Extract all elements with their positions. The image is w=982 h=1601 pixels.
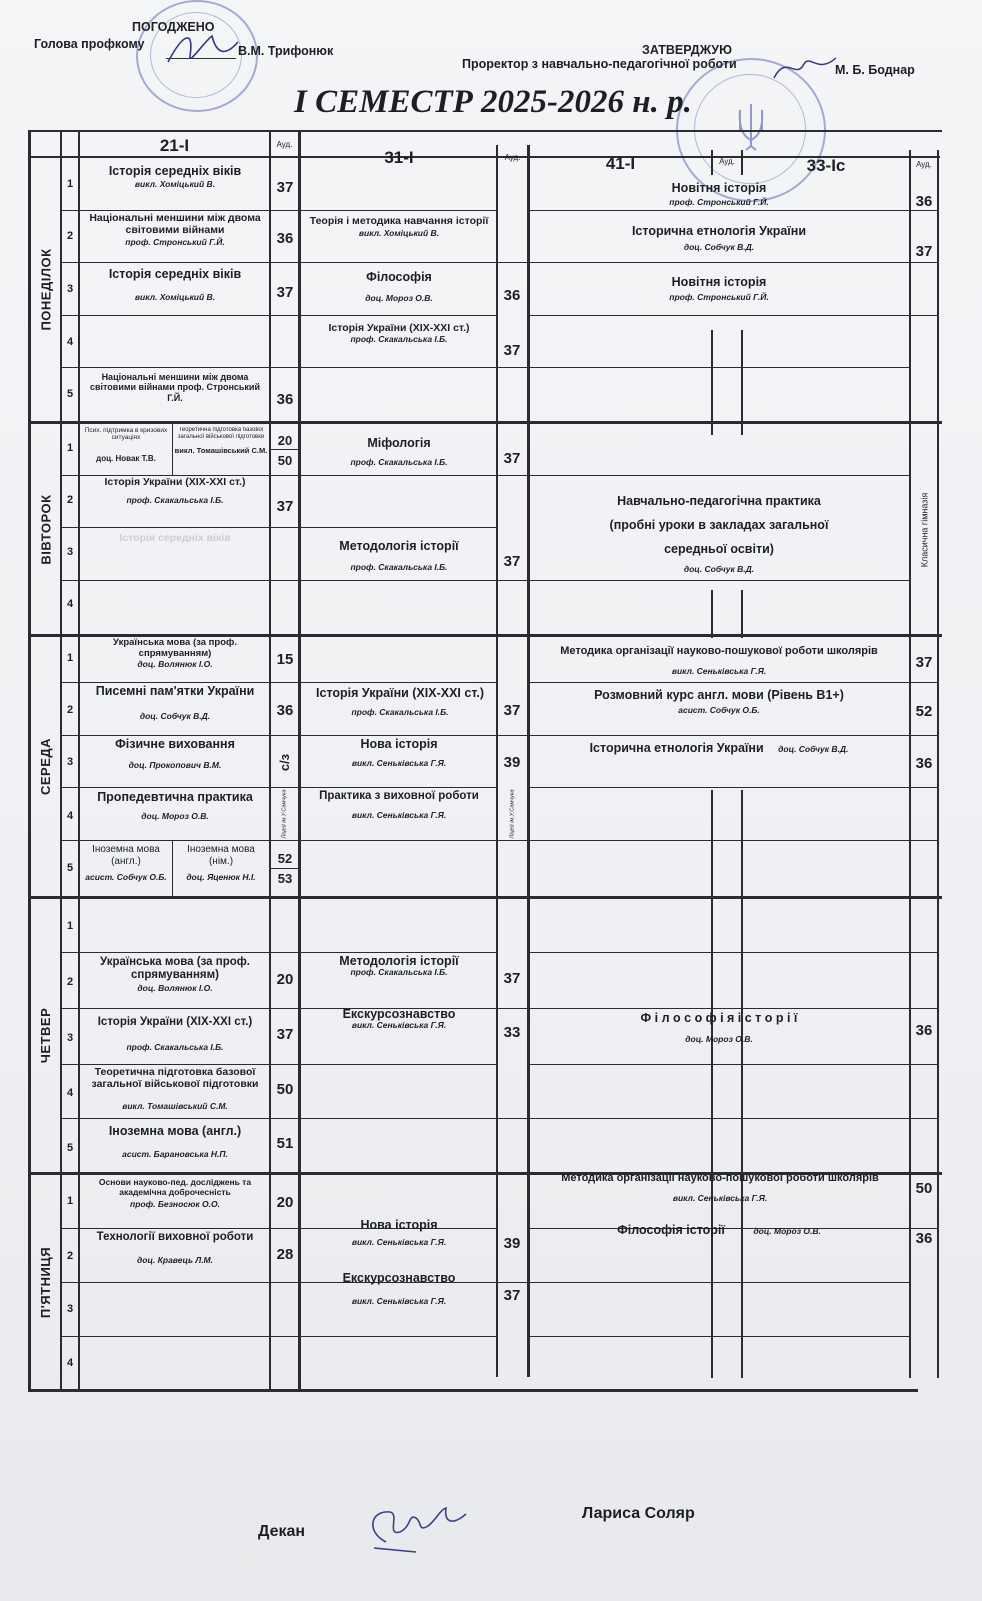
class-cell: Практика з виховної роботи викл. Сеньківська Г.Я. xyxy=(319,790,479,821)
class-cell: Основи науково-пед. досліджень та академічна доброчесність проф. Безносюк О.О. xyxy=(98,1178,252,1209)
semester-title: І СЕМЕСТР 2025-2026 н. р. xyxy=(294,84,692,120)
room-number: 20 xyxy=(277,433,293,448)
room-number: 28 xyxy=(276,1246,294,1263)
room-number: 20 xyxy=(276,971,294,988)
lesson-number: 5 xyxy=(66,1142,74,1154)
class-cell: Новітня історія проф. Стронський Г.Й. xyxy=(669,181,769,208)
class-cell: Національні меншини між двома світовими війнами проф. Стронський Г.Й. xyxy=(89,212,261,248)
room-number: 36 xyxy=(276,230,294,247)
room-number: Ліцей ім.У.Самчука xyxy=(281,789,288,839)
class-cell: Методологія історії проф. Скакальська І.Б. xyxy=(339,954,459,978)
dean-signature-icon xyxy=(356,1492,476,1556)
lesson-number: 2 xyxy=(66,1250,74,1262)
class-cell: Новітня історія проф. Стронський Г.Й. xyxy=(669,275,769,303)
class-cell: Національні меншини між двома світовими війнами проф. Стронський Г.Й. xyxy=(89,372,261,403)
approved-title: ПОГОДЖЕНО xyxy=(132,20,215,34)
lesson-number: 3 xyxy=(66,1303,74,1315)
room-number: 37 xyxy=(276,498,294,515)
group-header-41: 41-І xyxy=(605,154,636,173)
class-cell: Іноземна мова (англ.) асист. Барановська Н.П. xyxy=(108,1124,242,1160)
day-wednesday: СЕРЕДА xyxy=(38,737,54,796)
class-cell: Міфологія проф. Скакальська І.Б. xyxy=(350,436,448,468)
room-number: 37 xyxy=(503,970,521,987)
room-header: Ауд. xyxy=(916,160,932,169)
trident-emblem-icon xyxy=(734,100,768,152)
class-cell: Пропедевтична практика доц. Мороз О.В. xyxy=(97,790,253,822)
day-thursday: ЧЕТВЕР xyxy=(38,1007,54,1064)
room-number: 20 xyxy=(276,1194,294,1211)
lesson-number: 5 xyxy=(66,862,74,874)
room-number: 37 xyxy=(276,179,294,196)
lesson-number: 1 xyxy=(66,652,74,664)
room-number: 36 xyxy=(276,391,294,408)
room-number: 15 xyxy=(276,651,294,668)
lesson-number: 4 xyxy=(66,598,74,610)
class-cell: Писемні пам'ятки України доц. Собчук В.Д. xyxy=(95,684,255,722)
class-cell: Методика організації науково-пошукової роботи школярів викл. Сеньківська Г.Я. xyxy=(560,645,878,676)
approved-name: В.М. Трифонюк xyxy=(238,44,334,58)
lesson-number: 4 xyxy=(66,1087,74,1099)
day-monday: ПОНЕДІЛОК xyxy=(38,248,54,331)
room-number: 37 xyxy=(503,450,521,467)
room-number: 36 xyxy=(915,1230,933,1247)
class-cell: Фізичне виховання доц. Прокопович В.М. xyxy=(115,737,235,771)
lesson-number: 1 xyxy=(66,442,74,454)
room-number: 50 xyxy=(915,1180,933,1197)
room-number: 52 xyxy=(277,851,293,866)
confirm-role: Проректор з навчально-педагогічної роботи xyxy=(462,57,737,71)
room-number: 36 xyxy=(915,193,933,210)
room-number: 37 xyxy=(276,284,294,301)
lesson-number: 4 xyxy=(66,1357,74,1369)
room-number: 52 xyxy=(915,703,933,720)
room-number: с/з xyxy=(277,753,292,772)
class-cell: Українська мова (за проф. спрямуванням) доц. Волянюк І.О. xyxy=(99,956,250,994)
class-cell: Історія України (ХІХ-ХХІ ст.) проф. Скакальська І.Б. xyxy=(328,322,470,345)
confirm-signature-icon xyxy=(770,50,840,86)
group-header-21: 21-І xyxy=(159,136,190,155)
lesson-number: 3 xyxy=(66,546,74,558)
room-header: Ауд. xyxy=(504,153,521,162)
room-number: 37 xyxy=(503,1287,521,1304)
class-cell: Історія середніх віків викл. Хоміцький В. xyxy=(108,164,242,190)
class-cell: Філософія доц. Мороз О.В. xyxy=(365,270,433,304)
room-number: 51 xyxy=(276,1135,294,1152)
room-number: 37 xyxy=(915,243,933,260)
room-number: 39 xyxy=(503,1235,521,1252)
room-number: 53 xyxy=(277,871,293,886)
lesson-number: 1 xyxy=(66,178,74,190)
class-cell: Теоретична підготовка базової загальної військової підготовки викл. Томашівський С.М. xyxy=(174,427,268,455)
lesson-number: 3 xyxy=(66,283,74,295)
lesson-number: 4 xyxy=(66,810,74,822)
room-header: Ауд. xyxy=(719,157,735,166)
class-cell: Екскурсознавство викл. Сеньківська Г.Я. xyxy=(342,1271,456,1307)
lesson-number: 3 xyxy=(66,756,74,768)
room-number: 37 xyxy=(503,702,521,719)
class-cell: Історія середніх віків викл. Хоміцький В. xyxy=(108,267,242,303)
class-cell: Іноземна мова (нім.) доц. Яценюк Н.І. xyxy=(186,844,256,882)
class-cell: Історія України (ХІХ-ХХІ ст.) проф. Скакальська І.Б. xyxy=(104,476,246,506)
faint-crossed-text: Історія середніх віків xyxy=(119,532,231,544)
class-cell: Теоретична підготовка базової загальної військової підготовки викл. Томашівський С.М. xyxy=(91,1066,259,1112)
lesson-number: 5 xyxy=(66,388,74,400)
class-cell: Екскурсознавство викл. Сеньківська Г.Я. xyxy=(342,1007,456,1031)
group-header-31: 31-І xyxy=(384,148,414,167)
room-number: 37 xyxy=(503,342,521,359)
lesson-number: 3 xyxy=(66,1032,74,1044)
class-cell: Теорія і методика навчання історії викл. Хоміцький В. xyxy=(309,215,489,239)
class-cell: Псих. підтримка в кризових ситуаціях доц. Новак Т.В. xyxy=(84,427,168,463)
room-number: 50 xyxy=(277,453,293,468)
room-number: 50 xyxy=(276,1081,294,1098)
location-note: Класична гімназія xyxy=(919,492,930,568)
approved-signature-icon xyxy=(164,22,244,72)
lesson-number: 2 xyxy=(66,976,74,988)
room-number: 37 xyxy=(503,553,521,570)
lesson-number: 2 xyxy=(66,494,74,506)
lesson-number: 4 xyxy=(66,336,74,348)
room-number: 39 xyxy=(503,754,521,771)
class-cell: Ф і л о с о ф і я і с т о р і ї доц. Мороз О.В. xyxy=(640,1011,798,1045)
class-cell: Методика організації науково-пошукової роботи школярів викл. Сеньківська Г.Я. xyxy=(561,1172,879,1203)
day-friday: П'ЯТНИЦЯ xyxy=(38,1246,54,1318)
practice-cell: Навчально-педагогічна практика (пробні уроки в закладах загальної середньої освіти) доц. Собчук В.Д. xyxy=(609,494,829,575)
lesson-number: 2 xyxy=(66,704,74,716)
room-number: 36 xyxy=(915,1022,933,1039)
confirm-name: М. Б. Боднар xyxy=(835,63,915,77)
approved-role: Голова профкому xyxy=(34,37,145,51)
room-number: 36 xyxy=(276,702,294,719)
class-cell: Іноземна мова (англ.) асист. Собчук О.Б. xyxy=(85,844,167,882)
lesson-number: 1 xyxy=(66,920,74,932)
room-number: 36 xyxy=(503,287,521,304)
lesson-number: 2 xyxy=(66,230,74,242)
confirm-title: ЗАТВЕРДЖУЮ xyxy=(642,43,732,57)
room-number: 33 xyxy=(503,1024,521,1041)
lesson-number: 1 xyxy=(66,1195,74,1207)
dean-label: Декан xyxy=(258,1523,306,1540)
class-cell: Нова історія викл. Сеньківська Г.Я. xyxy=(351,1218,447,1248)
group-header-33: 33-Іс xyxy=(806,156,846,175)
class-cell: Історична етнологія України доц. Собчук В.Д. xyxy=(631,224,807,253)
class-cell: Історія України (ХІХ-ХХІ ст.) проф. Скакальська І.Б. xyxy=(316,686,484,718)
class-cell: Філософія історії доц. Мороз О.В. xyxy=(617,1223,821,1237)
class-cell: Нова історія викл. Сеньківська Г.Я. xyxy=(351,737,447,769)
class-cell: Методологія історії проф. Скакальська І.Б. xyxy=(339,539,459,573)
class-cell: Історія України (ХІХ-ХХІ ст.) проф. Скакальська І.Б. xyxy=(97,1016,253,1053)
room-number: 37 xyxy=(915,654,933,671)
class-cell: Історична етнологія України доц. Собчук В.Д. xyxy=(589,741,849,755)
day-tuesday: ВІВТОРОК xyxy=(38,493,54,565)
room-number: 37 xyxy=(276,1026,294,1043)
class-cell: Українська мова (за проф. спрямуванням) доц. Волянюк І.О. xyxy=(113,638,237,669)
class-cell: Технології виховної роботи доц. Кравець Л.М. xyxy=(96,1231,254,1266)
dean-name: Лариса Соляр xyxy=(582,1505,695,1522)
room-number: Ліцей ім.У.Самчука xyxy=(509,789,516,839)
room-number: 36 xyxy=(915,755,933,772)
room-header: Ауд. xyxy=(276,140,293,149)
class-cell: Розмовний курс англ. мови (Рівень В1+) асист. Собчук О.Б. xyxy=(594,688,844,716)
